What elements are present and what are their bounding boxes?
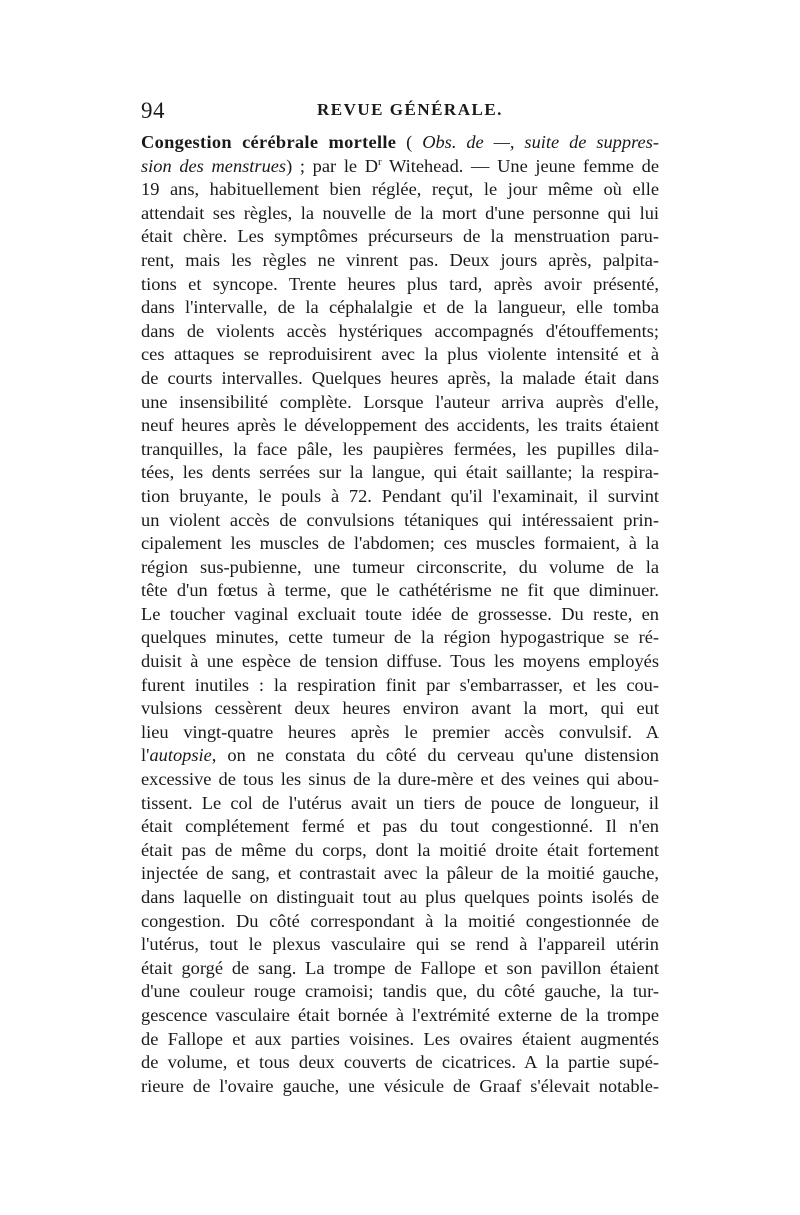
text-span: l' — [141, 745, 150, 766]
text-line — [141, 509, 659, 533]
text-span: furent inutiles : la respiration finit par s'embarrasser, et les cou- — [141, 674, 659, 695]
text-span: un violent accès de convulsions tétaniques qui intéressaient prin- — [141, 509, 659, 530]
running-title: REVUE GÉNÉRALE. — [317, 100, 503, 119]
text-span: ) ; par le D — [286, 155, 379, 176]
text-span: 19 ans, habituellement bien réglée, reçut, le jour même où elle — [141, 179, 659, 200]
text-span: tranquilles, la face pâle, les paupières fermées, les pupilles dila- — [141, 438, 659, 459]
text-line — [141, 792, 659, 816]
text-line — [141, 603, 659, 627]
section-heading: Congestion cérébrale mortelle — [141, 132, 397, 152]
text-span: quelques minutes, cette tumeur de la région hypogastrique se ré- — [141, 627, 659, 648]
text-span: duisit à une espèce de tension diffuse. Tous les moyens employés — [141, 651, 659, 672]
text-line — [141, 178, 659, 202]
text-line — [141, 980, 659, 1004]
text-span: tion bruyante, le pouls à 72. Pendant qu'il l'examinait, il survint — [141, 485, 659, 506]
text-span: ( — [396, 132, 423, 152]
text-span: l'utérus, tout le plexus vasculaire qui se rend à l'appareil utérin — [141, 934, 659, 955]
text-span: dans laquelle on distinguait tout au plus quelques points isolés de — [141, 887, 659, 907]
text-line — [141, 886, 659, 910]
text-span: était gorgé de sang. La trompe de Fallope et son pavillon étaient — [141, 957, 659, 978]
text-line — [141, 202, 659, 226]
text-span: de volume, et tous deux couverts de cicatrices. A la partie supé- — [141, 1052, 659, 1073]
italic-text: sion des menstrues — [141, 155, 287, 176]
text-line — [141, 815, 659, 839]
text-span: ces attaques se reproduisirent avec la plus violente intensité et à — [141, 344, 659, 365]
text-line — [141, 320, 659, 344]
text-line — [141, 461, 659, 485]
text-span: r — [378, 155, 382, 168]
text-line — [141, 674, 659, 698]
text-line — [141, 367, 659, 391]
text-line — [141, 131, 659, 155]
text-line — [141, 910, 659, 934]
text-line — [141, 957, 659, 981]
text-span: injectée de sang, et contrastait avec la pâleur de la moitié gauche, — [141, 863, 659, 884]
text-span: rent, mais les règles ne vinrent pas. Deux jours après, palpita- — [141, 249, 659, 270]
text-line — [141, 862, 659, 886]
text-line — [141, 579, 659, 603]
text-span: neuf heures après le développement des accidents, les traits étaient — [141, 415, 659, 436]
text-span: lieu vingt-quatre heures après le premier accès convulsif. A — [141, 721, 659, 742]
text-line — [141, 1004, 659, 1028]
text-line — [141, 532, 659, 556]
text-line — [141, 414, 659, 438]
text-line — [141, 438, 659, 462]
text-span: tions et syncope. Trente heures plus tard, après avoir présenté, — [141, 273, 659, 294]
text-span: région sus-pubienne, une tumeur circonscrite, du volume de la — [141, 556, 659, 577]
text-line — [141, 933, 659, 957]
text-line — [141, 697, 659, 721]
page-header — [141, 98, 661, 124]
text-span: était complétement fermé et pas du tout congestionné. Il n'en — [141, 816, 659, 837]
text-span: une insensibilité complète. Lorsque l'auteur arriva auprès d'elle, — [141, 391, 659, 412]
text-line — [141, 273, 659, 297]
text-span: cipalement les muscles de l'abdomen; ces muscles formaient, à la — [141, 533, 659, 554]
text-line — [141, 391, 659, 415]
text-span: Witehead. — Une jeune femme de — [381, 155, 659, 176]
italic-text: autopsie — [149, 745, 212, 766]
text-line — [141, 225, 659, 249]
italic-text: Obs. de —, suite de suppres- — [422, 132, 659, 152]
text-span: dans de violents accès hystériques accompagnés d'étouffements; — [141, 320, 659, 341]
text-span: congestion. Du côté correspondant à la moitié congestionnée de — [141, 910, 659, 931]
text-line — [141, 1075, 659, 1099]
text-line — [141, 155, 659, 179]
text-line — [141, 485, 659, 509]
text-span: rieure de l'ovaire gauche, une vésicule de Graaf s'élevait notable- — [141, 1075, 659, 1096]
text-span: était chère. Les symptômes précurseurs de la menstruation paru- — [141, 226, 659, 247]
text-span: tête d'un fœtus à terme, que le cathétérisme ne fit que diminuer. — [141, 580, 659, 601]
text-line — [141, 1051, 659, 1075]
text-span: dans l'intervalle, de la céphalalgie et de la langueur, elle tomba — [141, 297, 659, 318]
text-span: de Fallope et aux parties voisines. Les ovaires étaient augmentés — [141, 1028, 659, 1049]
text-line — [141, 296, 659, 320]
text-line — [141, 721, 659, 745]
text-span: gescence vasculaire était bornée à l'extrémité externe de la trompe — [141, 1004, 659, 1025]
text-line — [141, 556, 659, 580]
text-line — [141, 839, 659, 863]
text-span: d'une couleur rouge cramoisi; tandis que, du côté gauche, la tur- — [141, 981, 659, 1002]
text-line — [141, 249, 659, 273]
text-span: vulsions cessèrent deux heures environ avant la mort, qui eut — [141, 698, 659, 719]
page-number: 94 — [141, 98, 165, 123]
text-line — [141, 1028, 659, 1052]
text-span: de courts intervalles. Quelques heures après, la malade était dans — [141, 367, 659, 388]
text-line — [141, 744, 659, 768]
text-span: Le toucher vaginal excluait toute idée de grossesse. Du reste, en — [141, 603, 659, 624]
text-line — [141, 768, 659, 792]
text-span: était pas de même du corps, dont la moitié droite était fortement — [141, 839, 659, 860]
text-span: attendait ses règles, la nouvelle de la mort d'une personne qui lui — [141, 202, 659, 223]
article-body — [141, 131, 659, 1098]
text-span: tissent. Le col de l'utérus avait un tiers de pouce de longueur, il — [141, 792, 659, 813]
text-span: excessive de tous les sinus de la dure-mère et des veines qui abou- — [141, 769, 659, 790]
text-line — [141, 650, 659, 674]
text-line — [141, 343, 659, 367]
text-span: tées, les dents serrées sur la langue, qui était saillante; la respira- — [141, 462, 659, 483]
text-line — [141, 626, 659, 650]
text-span: , on ne constata du côté du cerveau qu'une distension — [211, 745, 659, 766]
